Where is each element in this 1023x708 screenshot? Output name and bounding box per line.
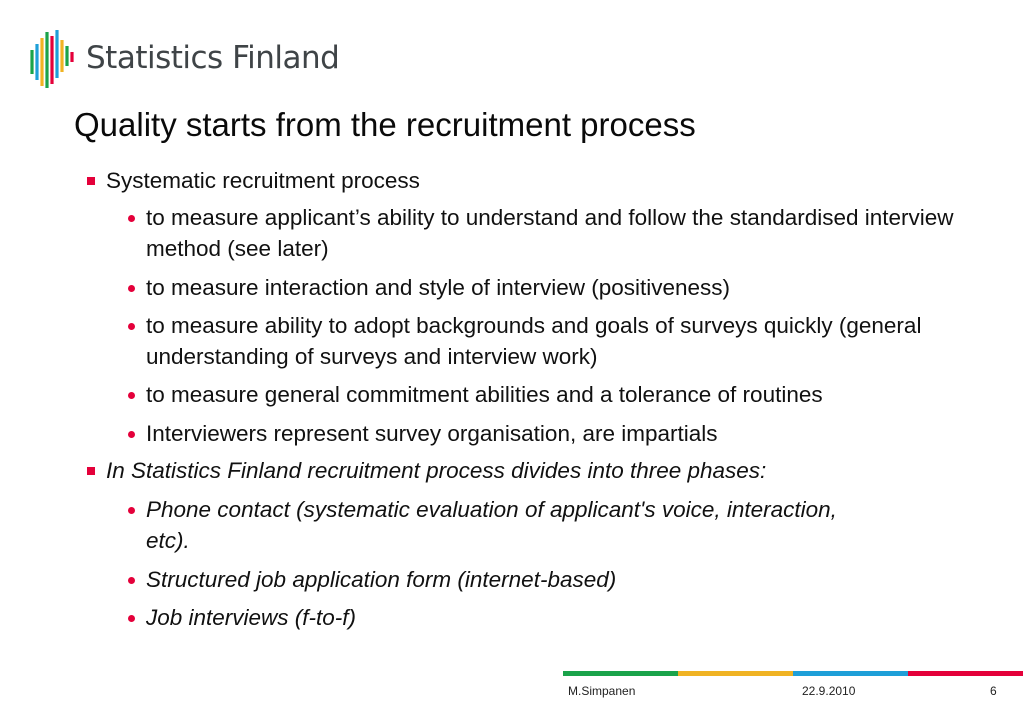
- bullet-text: Systematic recruitment process: [106, 168, 420, 193]
- footer-bar-segment: [908, 671, 1023, 676]
- sub-bullet-text: Interviewers represent survey organisation, are impartials: [146, 421, 718, 446]
- dot-bullet-icon: [128, 392, 135, 399]
- sub-bullet-text: Phone contact (systematic evaluation of applicant's voice, interaction, etc).: [146, 497, 837, 553]
- sub-bullet-text: to measure applicant’s ability to understand and follow the standardised interview method (see later): [146, 205, 954, 261]
- bullet-item: [106, 165, 420, 196]
- statistics-finland-logo: [28, 28, 358, 92]
- sub-bullet-item: [146, 272, 966, 303]
- square-bullet-icon: [87, 177, 95, 185]
- dot-bullet-icon: [128, 577, 135, 584]
- bullet-item: [106, 455, 766, 486]
- sub-bullet-item: [146, 602, 966, 633]
- dot-bullet-icon: [128, 215, 135, 222]
- footer-bar-segment: [563, 671, 678, 676]
- logo-text: Statistics Finland: [86, 40, 340, 76]
- footer-date: 22.9.2010: [802, 684, 856, 698]
- footer-bar-segment: [678, 671, 793, 676]
- bullet-text: In Statistics Finland recruitment process divides into three phases:: [106, 458, 767, 483]
- sub-bullet-text: Structured job application form (internet-based): [146, 567, 617, 592]
- footer-bar-segment: [793, 671, 908, 676]
- dot-bullet-icon: [128, 507, 135, 514]
- sub-bullet-text: to measure interaction and style of interview (positiveness): [146, 275, 731, 300]
- footer-page-number: 6: [990, 684, 997, 698]
- sub-bullet-item: [146, 418, 966, 449]
- sub-bullet-item: [146, 310, 966, 372]
- sub-bullet-text: to measure general commitment abilities and a tolerance of routines: [146, 382, 823, 407]
- square-bullet-icon: [87, 467, 95, 475]
- dot-bullet-icon: [128, 615, 135, 622]
- statistics-finland-logo-mark: [28, 28, 76, 90]
- dot-bullet-icon: [128, 431, 135, 438]
- sub-bullet-item: [146, 379, 966, 410]
- sub-bullet-item: [146, 564, 966, 595]
- dot-bullet-icon: [128, 285, 135, 292]
- slide-title: Quality starts from the recruitment process: [74, 106, 696, 143]
- footer-author: M.Simpanen: [568, 684, 636, 698]
- footer-color-bar: [563, 671, 1023, 676]
- dot-bullet-icon: [128, 323, 135, 330]
- sub-bullet-text: to measure ability to adopt backgrounds and goals of surveys quickly (general understanding of surveys and interview work): [146, 313, 922, 369]
- sub-bullet-text: Job interviews (f-to-f): [146, 605, 357, 630]
- sub-bullet-item: [146, 202, 966, 264]
- sub-bullet-item: [146, 494, 846, 556]
